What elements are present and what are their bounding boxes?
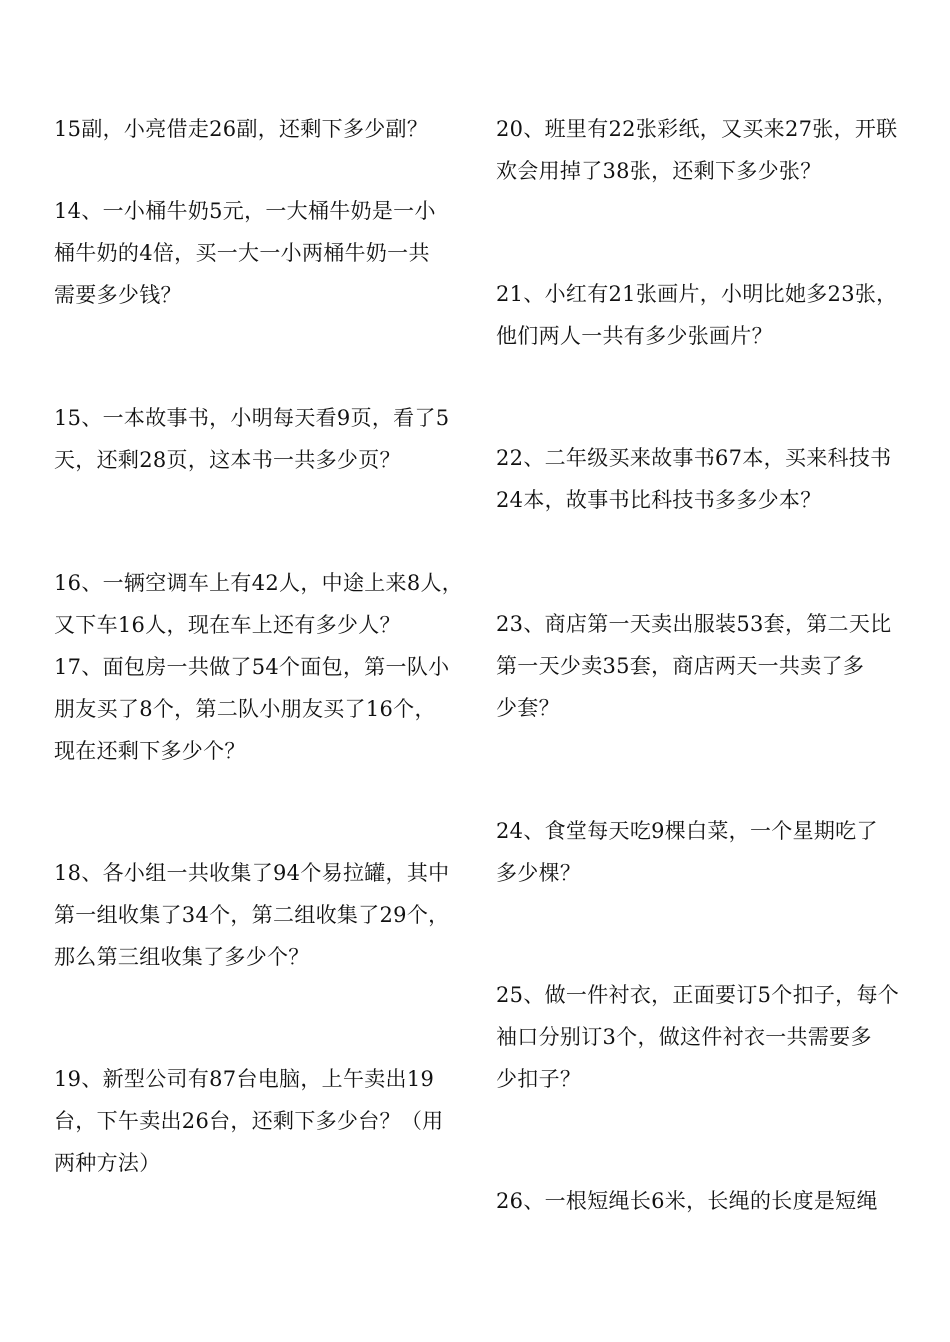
text-line: 14、一小桶牛奶5元，一大桶牛奶是一小: [54, 199, 436, 223]
text-line: 两种方法）: [54, 1151, 161, 1175]
text-line: 16、一辆空调车上有42人，中途上来8人，: [54, 571, 464, 595]
problem-15: [54, 397, 474, 481]
text-line: 26、一根短绳长6米，长绳的长度是短绳: [496, 1189, 878, 1213]
text-line: 桶牛奶的4倍，买一大一小两桶牛奶一共: [54, 241, 430, 265]
text-line: 24本，故事书比科技书多多少本？: [496, 488, 822, 512]
text-line: 22、二年级买来故事书67本，买来科技书: [496, 446, 892, 470]
text-line: 23、商店第一天卖出服装53套，第二天比: [496, 612, 892, 636]
problem-21: [496, 273, 906, 357]
text-line: 24、食堂每天吃9棵白菜，一个星期吃了: [496, 819, 878, 843]
text-line: 台，下午卖出26台，还剩下多少台？（用: [54, 1109, 444, 1133]
problem-15-continuation: [54, 108, 474, 150]
text-line: 第一组收集了34个，第二组收集了29个，: [54, 903, 450, 927]
text-line: 袖口分别订3个，做这件衬衣一共需要多: [496, 1025, 872, 1049]
problem-18: [54, 852, 474, 978]
problem-24: [496, 810, 906, 894]
problem-19: [54, 1058, 474, 1184]
text-line: 需要多少钱？: [54, 283, 182, 307]
problem-17: [54, 646, 474, 772]
text-line: 欢会用掉了38张，还剩下多少张？: [496, 159, 822, 183]
text-line: 15、一本故事书，小明每天看9页，看了5: [54, 406, 450, 430]
text-line: 少套？: [496, 696, 560, 720]
problem-22: [496, 437, 906, 521]
problem-26: [496, 1180, 906, 1222]
text-line: 18、各小组一共收集了94个易拉罐，其中: [54, 861, 450, 885]
problem-25: [496, 974, 906, 1100]
text-line: 20、班里有22张彩纸，又买来27张，开联: [496, 117, 898, 141]
text-line: 第一天少卖35套，商店两天一共卖了多: [496, 654, 865, 678]
text-line: 少扣子？: [496, 1067, 582, 1091]
text-line: 多少棵？: [496, 861, 582, 885]
text-line: 25、做一件衬衣，正面要订5个扣子，每个: [496, 983, 900, 1007]
text-line: 15副，小亮借走26副，还剩下多少副？: [54, 117, 429, 141]
text-line: 他们两人一共有多少张画片？: [496, 324, 773, 348]
text-line: 那么第三组收集了多少个？: [54, 945, 310, 969]
text-line: 21、小红有21张画片，小明比她多23张，: [496, 282, 898, 306]
text-line: 朋友买了8个，第二队小朋友买了16个，: [54, 697, 436, 721]
text-line: 现在还剩下多少个？: [54, 739, 246, 763]
text-line: 又下车16人，现在车上还有多少人？: [54, 613, 401, 637]
text-line: 19、新型公司有87台电脑，上午卖出19: [54, 1067, 435, 1091]
text-line: 17、面包房一共做了54个面包，第一队小: [54, 655, 450, 679]
text-line: 天，还剩28页，这本书一共多少页？: [54, 448, 401, 472]
problem-23: [496, 603, 906, 729]
problem-20: [496, 108, 906, 192]
problem-16: [54, 562, 474, 646]
problem-14: [54, 190, 474, 316]
